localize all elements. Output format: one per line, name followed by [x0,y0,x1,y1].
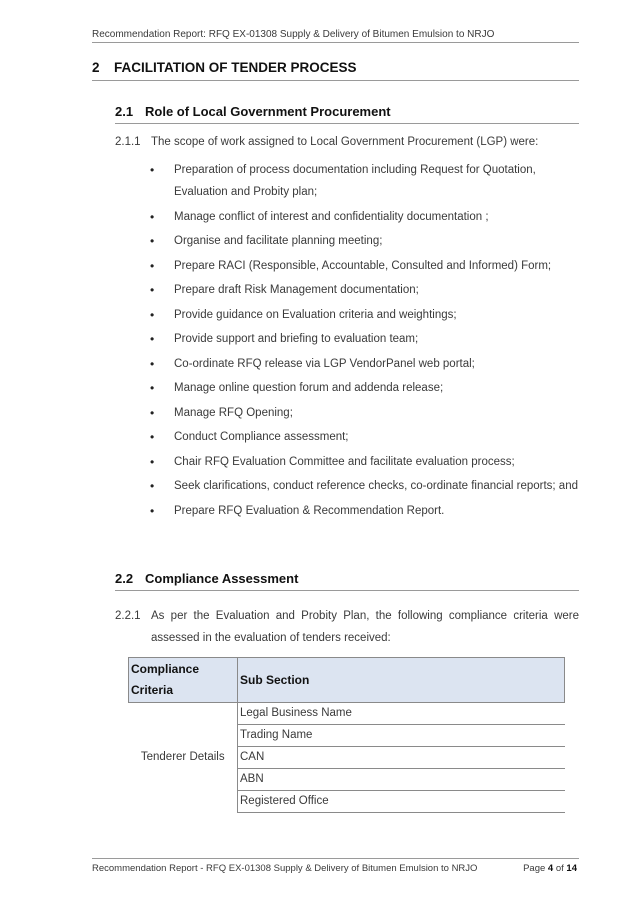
page-number: Page 4 of 14 [523,863,577,874]
table-header-row [129,658,565,703]
list-item-text: Chair RFQ Evaluation Committee and facilitate evaluation process; [174,455,515,468]
list-item-text: Conduct Compliance assessment; [174,431,349,443]
subsection-title: Role of Local Government Procurement [145,104,391,119]
list-item [150,255,579,277]
compliance-table [128,657,565,813]
paragraph-text: As per the Evaluation and Probity Plan, the following compliance criteria were assessed in the evaluation of tenders received: [151,610,579,644]
paragraph-text: The scope of work assigned to Local Government Procurement (LGP) were: [151,136,539,148]
list-item-text: Preparation of process documentation including Request for Quotation, Evaluation and Probity plan; [174,164,536,198]
bullet-icon: • [150,454,155,469]
list-item-text: Manage conflict of interest and confidentiality documentation ; [174,210,489,223]
subsection-number: 2.1 [115,104,134,119]
paragraph-number: 2.1.1 [115,136,141,148]
subsection-heading-compliance [115,571,579,591]
bullet-icon: • [150,430,155,444]
scope-bullet-list [150,159,579,524]
header-title: Recommendation Report: RFQ EX-01308 Supply & Delivery of Bitumen Emulsion to NRJO [92,29,495,40]
bullet-icon: • [150,503,155,518]
sub-section-cell: ABN [238,769,565,791]
list-item [150,353,579,375]
paragraph-2-2-1 [115,605,579,649]
bullet-icon: • [150,163,155,177]
criteria-cell: Tenderer Details [140,751,225,764]
page-header [92,29,579,43]
sub-section-cell: Legal Business Name [238,703,565,725]
paragraph-2-1-1 [115,131,579,153]
bullet-icon: • [150,405,155,420]
table-row [129,703,565,725]
list-item [150,159,579,203]
bullet-icon: • [150,479,155,493]
bullet-icon: • [150,332,155,346]
column-header-criteria: Compliance Criteria [129,658,238,703]
subsection-number: 2.2 [115,571,134,586]
list-item [150,500,579,522]
list-item [150,426,579,448]
bullet-icon: • [150,234,155,248]
paragraph-number: 2.2.1 [115,610,141,622]
subsection-heading-role [115,104,579,124]
list-item-text: Manage RFQ Opening; [174,406,293,419]
bullet-icon: • [150,209,155,224]
list-item-text: Provide guidance on Evaluation criteria and weightings; [174,308,457,321]
list-item-text: Prepare draft Risk Management documentation; [174,284,419,296]
footer-title: Recommendation Report - RFQ EX-01308 Supply & Delivery of Bitumen Emulsion to NRJO [92,863,478,874]
list-item [150,328,579,350]
list-item-text: Organise and facilitate planning meeting; [174,235,383,247]
list-item [150,377,579,399]
list-item [150,402,579,424]
list-item-text: Seek clarifications, conduct reference checks, co-ordinate financial reports; and [174,480,578,492]
bullet-icon: • [150,307,155,322]
section-title: FACILITATION OF TENDER PROCESS [114,60,357,75]
bullet-icon: • [150,356,155,371]
list-item [150,304,579,326]
list-item-text: Manage online question forum and addenda release; [174,382,444,394]
sub-section-cell: Trading Name [238,725,565,747]
list-item-text: Co-ordinate RFQ release via LGP VendorPanel web portal; [174,357,475,370]
bullet-icon: • [150,283,155,297]
subsection-title: Compliance Assessment [145,571,299,586]
sub-section-cell: Registered Office [238,791,565,813]
list-item [150,279,579,301]
column-header-sub-section: Sub Section [238,658,565,703]
list-item [150,206,579,228]
bullet-icon: • [150,258,155,273]
list-item-text: Provide support and briefing to evaluation team; [174,333,419,345]
list-item [150,475,579,497]
list-item [150,230,579,252]
list-item-text: Prepare RACI (Responsible, Accountable, Consulted and Informed) Form; [174,259,552,272]
bullet-icon: • [150,381,155,395]
list-item [150,451,579,473]
sub-section-cell: CAN [238,747,565,769]
section-number: 2 [92,60,100,75]
page-footer [92,858,579,874]
list-item-text: Prepare RFQ Evaluation & Recommendation Report. [174,504,445,517]
section-heading [92,60,579,81]
